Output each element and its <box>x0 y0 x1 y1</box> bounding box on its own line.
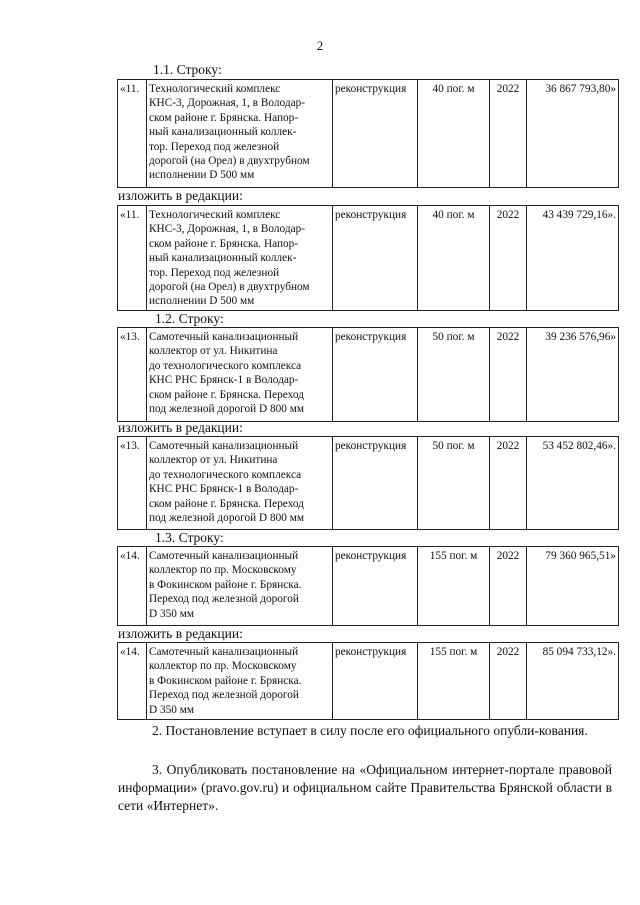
sum-value: 85 094 733,12». <box>527 643 619 720</box>
length-value: 40 пог. м <box>418 80 490 188</box>
table-row <box>117 79 619 188</box>
page-number: 2 <box>316 38 324 53</box>
length-value: 50 пог. м <box>418 328 490 422</box>
sum-value: 43 439 729,16». <box>527 206 619 311</box>
work-type: реконструкция <box>333 80 418 188</box>
object-description: Самотечный канализационный коллектор от ул. Никитина до технологического комплекса КНС РНС Брянск-1 в Володар- ском районе г. Брянска. Переход под железной дорогой D 800 мм <box>147 437 333 530</box>
paragraph-publication: 3. Опубликовать постановление на «Официальном интернет-портале правовой информации» (pravo.gov.ru) и официальном сайте Правительства Брянской области в сети «Интернет». <box>118 762 612 813</box>
row-number: «14. <box>118 547 147 626</box>
year-value: 2022 <box>490 80 527 188</box>
section-heading: 1.1. Строку: <box>153 62 222 77</box>
sum-value: 36 867 793,80» <box>527 80 619 188</box>
object-description: Самотечный канализационный коллектор от ул. Никитина до технологического комплекса КНС РНС Брянск-1 в Володар- ском районе г. Брянска. Переход под железной дорогой D 800 мм <box>147 328 333 422</box>
table-row <box>117 642 619 720</box>
row-number: «13. <box>118 328 147 422</box>
table-row <box>117 327 619 422</box>
length-value: 40 пог. м <box>418 206 490 311</box>
section-heading: изложить в редакции: <box>118 626 243 641</box>
year-value: 2022 <box>490 547 527 626</box>
object-description: Технологический комплекс КНС-3, Дорожная, 1, в Володар- ском районе г. Брянска. Напор- ный канализационный коллек- тор. Переход под железной дорогой (на Орел) в двухтрубном исполнении D 500 мм <box>147 80 333 188</box>
object-description: Самотечный канализационный коллектор по пр. Московскому в Фокинском районе г. Брянска. Переход под железной дорогой D 350 мм <box>147 643 333 720</box>
work-type: реконструкция <box>333 437 418 530</box>
work-type: реконструкция <box>333 643 418 720</box>
length-value: 155 пог. м <box>418 643 490 720</box>
object-description: Технологический комплекс КНС-3, Дорожная, 1, в Володар- ском районе г. Брянска. Напор- ный канализационный коллек- тор. Переход под железной дорогой (на Орел) в двухтрубном исполнении D 500 мм <box>147 206 333 311</box>
work-type: реконструкция <box>333 206 418 311</box>
section-heading: изложить в редакции: <box>118 188 243 203</box>
row-number: «11. <box>118 206 147 311</box>
section-heading: 1.3. Строку: <box>155 530 224 545</box>
sum-value: 79 360 965,51» <box>527 547 619 626</box>
table-row <box>117 205 619 311</box>
year-value: 2022 <box>490 643 527 720</box>
object-description: Самотечный канализационный коллектор по пр. Московскому в Фокинском районе г. Брянска. Переход под железной дорогой D 350 мм <box>147 547 333 626</box>
table-row <box>117 436 619 530</box>
row-number: «11. <box>118 80 147 188</box>
year-value: 2022 <box>490 206 527 311</box>
length-value: 155 пог. м <box>418 547 490 626</box>
row-number: «14. <box>118 643 147 720</box>
year-value: 2022 <box>490 437 527 530</box>
length-value: 50 пог. м <box>418 437 490 530</box>
year-value: 2022 <box>490 328 527 422</box>
section-heading: изложить в редакции: <box>118 420 243 435</box>
section-heading: 1.2. Строку: <box>155 311 224 326</box>
work-type: реконструкция <box>333 547 418 626</box>
table-row <box>117 546 619 626</box>
paragraph-effective-date: 2. Постановление вступает в силу после его официального опубли-кования. <box>152 723 588 738</box>
work-type: реконструкция <box>333 328 418 422</box>
sum-value: 53 452 802,46». <box>527 437 619 530</box>
row-number: «13. <box>118 437 147 530</box>
sum-value: 39 236 576,96» <box>527 328 619 422</box>
